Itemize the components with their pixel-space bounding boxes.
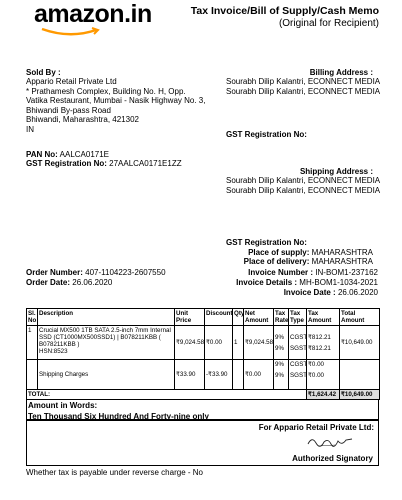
invoice-number-label: Invoice Number : xyxy=(248,268,314,277)
table-row xyxy=(27,360,380,390)
seller-address-line: Vatika Restaurant, Mumbai - Nasik Highway No. 3, xyxy=(26,96,206,105)
authorized-signatory-label: Authorized Signatory xyxy=(292,454,373,463)
cell-unit-price xyxy=(175,326,205,360)
cell-total-amount xyxy=(340,326,380,360)
col-header: Discount xyxy=(205,309,233,326)
amount-in-words-box xyxy=(26,399,379,421)
tax-type: SGST xyxy=(290,372,307,379)
shipping-gst-label: GST Registration No: xyxy=(226,238,307,247)
item-hsn: HSN:8523 xyxy=(39,348,68,355)
shipping-address-line: Sourabh Dilip Kalantri, ECONNECT MEDIA xyxy=(226,176,381,185)
discount: ₹0.00 xyxy=(206,339,222,346)
cell-total-amount xyxy=(340,360,380,390)
pan-value: AALCA0171E xyxy=(59,150,110,159)
shipping-address xyxy=(226,176,380,195)
cell-unit-price xyxy=(175,360,205,390)
invoice-details-value: MH-BOM1-1034-2021 xyxy=(299,278,378,287)
pan-label: PAN No: xyxy=(26,150,58,159)
invoice-number-value: IN-BOM1-237162 xyxy=(315,268,378,277)
item-description: Shipping Charges xyxy=(39,371,89,378)
order-date-value: 26.06.2020 xyxy=(72,278,113,287)
total-tax: ₹1,624.42 xyxy=(307,390,340,400)
net-amount: ₹9,024.58 xyxy=(245,339,274,346)
for-company-label: For Appario Retail Private Ltd: xyxy=(258,423,374,432)
seller-gst-row xyxy=(26,159,182,169)
tax-rate: 9% xyxy=(275,344,284,352)
billing-address-line: Sourabh Dilip Kalantri, ECONNECT MEDIA xyxy=(226,77,381,86)
col-header: Tax Rate xyxy=(275,310,289,324)
cell-net-amount xyxy=(244,326,274,360)
item-description: Crucial MX500 1TB SATA 2.5-inch 7mm Internal SSD (CT1000MX500SSD1) | B078211KBB ( B078211KBB ) xyxy=(39,327,171,348)
col-header: Net Amount xyxy=(244,309,274,326)
table-header-row xyxy=(27,309,380,326)
seller-address-line: IN xyxy=(26,124,34,134)
cell-net-amount xyxy=(244,360,274,390)
cell-tax-amount xyxy=(307,326,340,360)
cell-discount xyxy=(205,326,233,360)
tax-amount: ₹0.00 xyxy=(308,361,324,368)
invoice-subtitle: (Original for Recipient) xyxy=(278,18,379,29)
total-amount-sum: ₹10,649.00 xyxy=(340,390,380,400)
cell-description xyxy=(38,326,175,360)
place-delivery-value: MAHARASHTRA xyxy=(311,257,373,266)
tax-amount: ₹812.21 xyxy=(308,344,331,352)
reverse-charge-note: Whether tax is payable under reverse charge - No xyxy=(26,468,203,477)
tax-type: CGST xyxy=(290,333,308,341)
cell-tax-rate xyxy=(274,360,289,390)
invoice-date-label: Invoice Date : xyxy=(283,288,336,297)
place-delivery-row xyxy=(244,257,373,267)
col-header: Unit Price xyxy=(175,309,205,326)
signature-image xyxy=(306,434,356,450)
cell-tax-type xyxy=(289,326,307,360)
order-number-value: 407-1104223-2607550 xyxy=(85,268,166,277)
unit-price: ₹9,024.58 xyxy=(176,339,205,346)
sold-by-label: Sold By : xyxy=(26,68,61,77)
total-label: TOTAL: xyxy=(27,390,307,400)
cell-qty xyxy=(233,326,244,360)
cell-sl: 1 xyxy=(27,326,38,360)
unit-price: ₹33.90 xyxy=(176,371,196,378)
shipping-address-line: Sourabh Dilip Kalantri, ECONNECT MEDIA xyxy=(226,185,381,195)
tax-amount: ₹812.21 xyxy=(308,333,331,341)
billing-address xyxy=(226,77,380,96)
seller-address-line: Appario Retail Private Ltd xyxy=(26,77,117,86)
amazon-smile-icon xyxy=(40,27,102,37)
place-supply-label: Place of supply: xyxy=(248,248,310,257)
cell-qty xyxy=(233,360,244,390)
tax-rate: 9% xyxy=(275,333,284,341)
tax-type: SGST xyxy=(290,344,307,352)
col-header: Total Amount xyxy=(340,309,380,326)
col-header: Tax Type xyxy=(289,309,307,326)
qty: 1 xyxy=(234,339,238,346)
seller-address-line: Bhiwandi By-pass Road xyxy=(26,105,111,115)
col-header: Tax Amount xyxy=(307,309,340,326)
invoice-title: Tax Invoice/Bill of Supply/Cash Memo xyxy=(190,5,379,17)
order-date-row xyxy=(26,278,112,288)
table-total-row xyxy=(27,390,380,400)
billing-label: Billing Address : xyxy=(309,68,373,77)
invoice-date-value: 26.06.2020 xyxy=(337,288,378,297)
col-header: Sl. No xyxy=(28,310,37,324)
tax-amount: ₹0.00 xyxy=(308,372,324,379)
cell-description xyxy=(38,360,175,390)
billing-gst-label: GST Registration No: xyxy=(226,130,307,139)
total-amount: ₹10,649.00 xyxy=(341,339,373,346)
amount-words-value: Ten Thousand Six Hundred And Forty-nine only xyxy=(28,411,209,421)
invoice-details-row xyxy=(236,278,378,288)
seller-gst-label: GST Registration No: xyxy=(26,159,107,168)
amazon-logo: amazon.in xyxy=(34,0,152,28)
col-header: Description xyxy=(38,309,175,326)
place-delivery-label: Place of delivery: xyxy=(243,257,310,266)
order-date-label: Order Date: xyxy=(26,278,71,287)
cell-tax-rate xyxy=(274,326,289,360)
signatory-box xyxy=(26,419,379,466)
place-supply-value: MAHARASHTRA xyxy=(311,248,373,257)
seller-address-line: * Prathamesh Complex, Building No. H, Opp. xyxy=(26,86,186,96)
cell-discount xyxy=(205,360,233,390)
shipping-label: Shipping Address : xyxy=(299,167,373,176)
order-number-row xyxy=(26,268,166,278)
discount: -₹33.90 xyxy=(206,371,228,378)
tax-rate: 9% xyxy=(275,361,284,368)
table-row xyxy=(27,326,380,360)
net-amount: ₹0.00 xyxy=(245,371,261,378)
col-header: Qty xyxy=(233,309,244,326)
seller-address-line: Bhiwandi, Maharashtra, 421302 xyxy=(26,115,139,124)
seller-address xyxy=(26,77,205,134)
invoice-number-row xyxy=(248,268,378,278)
tax-rate: 9% xyxy=(275,372,284,379)
seller-gst-value: 27AALCA0171E1ZZ xyxy=(109,159,182,168)
invoice-details-label: Invoice Details : xyxy=(236,278,298,287)
cell-sl xyxy=(27,360,38,390)
cell-tax-type xyxy=(289,360,307,390)
tax-type: CGST xyxy=(290,361,308,368)
items-table xyxy=(26,308,380,400)
invoice-date-row xyxy=(284,288,378,298)
cell-tax-amount xyxy=(307,360,340,390)
amount-words-label: Amount in Words: xyxy=(28,401,98,410)
billing-address-line: Sourabh Dilip Kalantri, ECONNECT MEDIA xyxy=(226,86,381,96)
order-number-label: Order Number: xyxy=(26,268,83,277)
